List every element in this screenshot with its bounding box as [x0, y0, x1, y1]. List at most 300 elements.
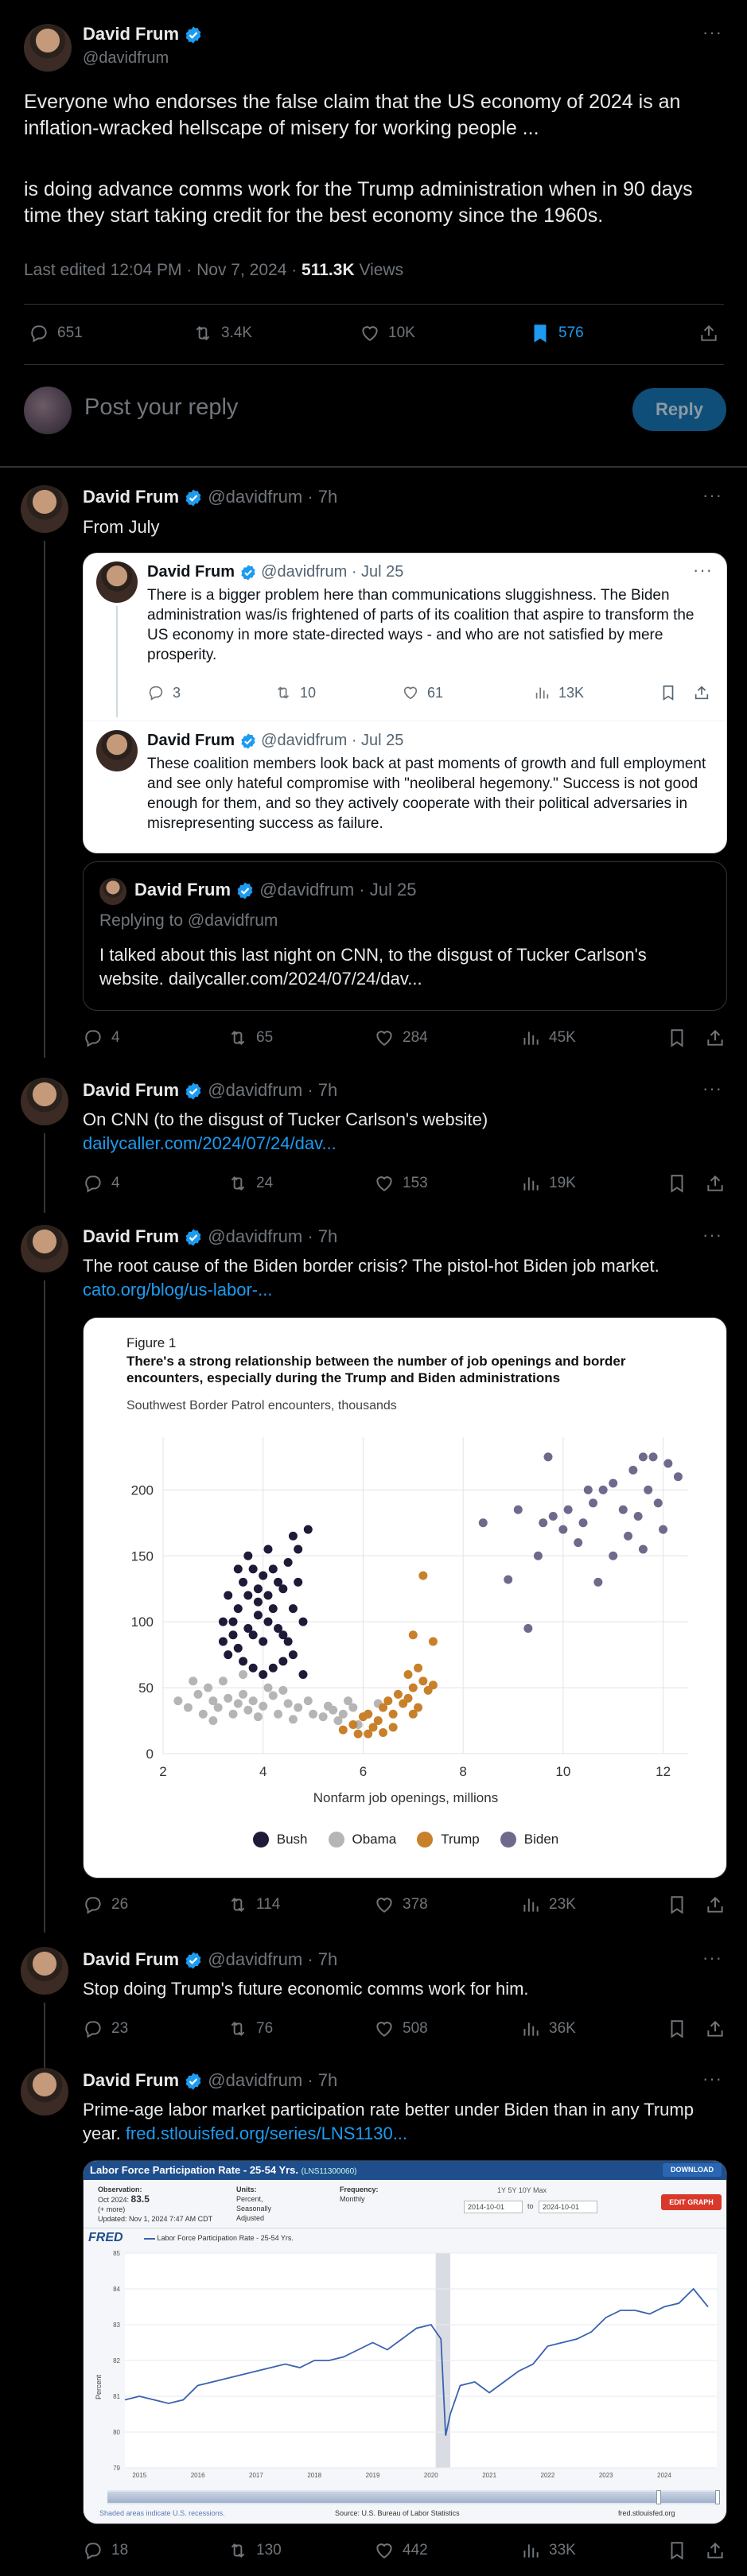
- views-icon: [533, 684, 551, 701]
- scatter-point-biden: [628, 1466, 637, 1474]
- scatter-point-bush: [249, 1664, 258, 1673]
- share-icon[interactable]: [698, 323, 719, 344]
- reply-button[interactable]: [83, 2540, 128, 2561]
- fred-chart-card[interactable]: [83, 2160, 727, 2524]
- quote-text: I talked about this last night on CNN, to the disgust of Tucker Carlson's website. dailycaller.com/2024/07/24/dav...: [99, 945, 652, 989]
- reply-link[interactable]: dailycaller.com/2024/07/24/dav...: [83, 1133, 337, 1153]
- scatter-point-trump: [379, 1728, 387, 1737]
- observation-value: 83.5: [130, 2193, 150, 2205]
- scatter-point-biden: [659, 1525, 667, 1534]
- avatar[interactable]: [21, 1078, 68, 1125]
- repost-button[interactable]: [228, 2540, 282, 2561]
- views-count: 45K: [549, 1029, 576, 1046]
- scatter-point-obama: [208, 1716, 217, 1725]
- scatter-point-obama: [229, 1710, 238, 1719]
- x-tick-label: 2019: [365, 2472, 380, 2479]
- scatter-point-obama: [254, 1712, 263, 1721]
- scatter-point-bush: [219, 1618, 228, 1626]
- bookmark-icon[interactable]: [667, 1894, 687, 1915]
- chart-title: There's a strong relationship between the number of job openings and border encounters, especially during the Trump and Biden administrations: [126, 1354, 630, 1385]
- my-avatar[interactable]: [24, 387, 72, 434]
- reply-count: 3: [173, 684, 181, 701]
- to-label: to: [527, 2202, 534, 2210]
- scatter-point-bush: [239, 1578, 247, 1587]
- more-icon[interactable]: ···: [702, 2069, 722, 2088]
- share-icon: [693, 684, 710, 701]
- legend-label: Trump: [441, 1832, 480, 1847]
- repost-button[interactable]: [193, 323, 252, 344]
- like-button[interactable]: [374, 2018, 428, 2039]
- repost-icon: [274, 684, 292, 701]
- y-tick-label: 81: [113, 2393, 120, 2400]
- scatter-point-biden: [619, 1506, 628, 1514]
- reply-link[interactable]: fred.stlouisfed.org/series/LNS1130...: [125, 2123, 408, 2143]
- reply-icon: [83, 1894, 103, 1915]
- views-button[interactable]: [520, 1894, 576, 1915]
- x-tick-label: 2: [159, 1764, 167, 1779]
- quote-screenshot[interactable]: [83, 553, 727, 853]
- scatter-point-obama: [199, 1710, 208, 1719]
- avatar[interactable]: [21, 1225, 68, 1272]
- quote-header: [147, 732, 403, 750]
- x-tick-label: 4: [259, 1764, 267, 1779]
- reply-text: Stop doing Trump's future economic comms work for him.: [83, 1979, 529, 1999]
- x-tick-label: 2016: [190, 2472, 205, 2479]
- legend-swatch: [417, 1832, 433, 1847]
- reply-count: 651: [57, 324, 83, 341]
- heart-icon: [374, 1028, 395, 1048]
- reply-link[interactable]: cato.org/blog/us-labor-...: [83, 1280, 273, 1300]
- reply-button[interactable]: [83, 1894, 128, 1915]
- chart-image-card[interactable]: [83, 1317, 727, 1879]
- handle-time: @davidfrum · Jul 25: [259, 880, 417, 899]
- scatter-point-biden: [624, 1532, 632, 1541]
- legend-item-biden: [500, 1832, 558, 1847]
- bookmark-icon[interactable]: [667, 1028, 687, 1048]
- recession-note: Shaded areas indicate U.S. recessions.: [99, 2509, 225, 2517]
- scatter-point-trump: [414, 1664, 422, 1673]
- views-button[interactable]: [520, 2018, 576, 2039]
- scatter-point-obama: [249, 1696, 258, 1705]
- scatter-point-biden: [549, 1512, 558, 1521]
- scatter-point-bush: [278, 1630, 287, 1639]
- reply-count: 4: [111, 1175, 120, 1191]
- y-tick-label: 200: [130, 1482, 154, 1498]
- scatter-point-biden: [558, 1525, 567, 1534]
- author-row: [83, 24, 203, 45]
- avatar[interactable]: [24, 24, 72, 72]
- scatter-point-bush: [264, 1544, 273, 1553]
- scatter-point-trump: [374, 1716, 383, 1725]
- scatter-point-trump: [418, 1677, 427, 1685]
- scatter-point-biden: [539, 1518, 547, 1527]
- scatter-point-bush: [234, 1564, 243, 1573]
- chart-legend: [84, 1832, 727, 1847]
- reply-text: On CNN (to the disgust of Tucker Carlson's website): [83, 1109, 488, 1129]
- scatter-point-bush: [289, 1604, 298, 1613]
- scatter-point-obama: [243, 1706, 252, 1715]
- handle-time: @davidfrum · Jul 25: [261, 732, 404, 749]
- bookmark-count: 576: [558, 324, 584, 341]
- scatter-point-obama: [239, 1690, 247, 1699]
- author-name[interactable]: David Frum: [83, 1226, 180, 1246]
- scatter-point-biden: [609, 1479, 617, 1488]
- scatter-point-obama: [304, 1696, 313, 1705]
- scatter-point-trump: [394, 1690, 403, 1699]
- bookmark-icon: [659, 684, 677, 701]
- quote-card[interactable]: [83, 861, 727, 1011]
- like-count: 153: [403, 1175, 428, 1191]
- scatter-point-bush: [294, 1578, 302, 1587]
- scatter-point-obama: [184, 1703, 193, 1712]
- legend-item-bush: [253, 1832, 308, 1847]
- views-count: 511.3K: [302, 261, 355, 279]
- tweet-text-1: Everyone who endorses the false claim that the US economy of 2024 is an inflation-wracked hellscape of misery for working people ...: [24, 91, 687, 139]
- units-value: Percent, Seasonally Adjusted: [236, 2195, 272, 2222]
- reply-header: [83, 2070, 337, 2091]
- verified-badge-icon: [184, 488, 203, 507]
- fred-line-chart: [84, 2161, 727, 2524]
- views-icon: [520, 1894, 541, 1915]
- author-name[interactable]: David Frum: [83, 487, 180, 507]
- repost-count: 130: [256, 2542, 282, 2559]
- scatter-point-bush: [299, 1670, 308, 1679]
- reply-button[interactable]: [83, 1028, 120, 1048]
- scatter-point-trump: [339, 1726, 348, 1735]
- legend-swatch: [329, 1832, 344, 1847]
- share-icon[interactable]: [705, 1173, 726, 1194]
- quote-text: These coalition members look back at past moments of growth and full employment and see only hateful compromise with "neoliberal hegemony." Success is not good enough for them, and so they actively cooperate with their political adversaries in misrepresenting success as failure.: [147, 756, 710, 832]
- scatter-point-biden: [579, 1518, 588, 1527]
- scatter-point-obama: [334, 1716, 343, 1725]
- scatter-point-trump: [348, 1720, 357, 1729]
- x-tick-label: 6: [359, 1764, 368, 1779]
- avatar: [96, 730, 138, 771]
- repost-button[interactable]: [228, 1894, 280, 1915]
- scatter-point-obama: [219, 1677, 228, 1685]
- scatter-point-biden: [479, 1518, 488, 1527]
- scatter-point-biden: [663, 1459, 672, 1468]
- updated: Updated: Nov 1, 2024 7:47 AM CDT: [98, 2215, 213, 2223]
- reply-button[interactable]: [83, 2018, 128, 2039]
- scatter-point-bush: [224, 1650, 232, 1659]
- scatter-point-bush: [254, 1584, 263, 1593]
- scatter-point-bush: [269, 1564, 278, 1573]
- author-handle[interactable]: @davidfrum: [83, 49, 169, 67]
- reply-icon: [83, 1028, 103, 1048]
- scatter-point-biden: [584, 1486, 593, 1494]
- scatter-point-obama: [239, 1670, 247, 1679]
- views-count: 23K: [549, 1896, 576, 1913]
- handle-time[interactable]: @davidfrum · 7h: [208, 1080, 338, 1100]
- reply-input[interactable]: Post your reply: [84, 394, 239, 420]
- fred-legend-text: Labor Force Participation Rate - 25-54 Yrs.: [157, 2234, 294, 2242]
- like-count: 61: [427, 684, 444, 701]
- heart-icon: [374, 1894, 395, 1915]
- scatter-point-bush: [224, 1591, 232, 1600]
- scatter-point-bush: [299, 1618, 308, 1626]
- like-button[interactable]: [374, 1028, 428, 1048]
- author-name[interactable]: David Frum: [83, 1080, 180, 1100]
- scatter-point-bush: [269, 1604, 278, 1613]
- handle-time[interactable]: @davidfrum · 7h: [208, 487, 338, 507]
- q-like: [402, 684, 443, 701]
- date-slider[interactable]: [107, 2490, 720, 2504]
- reply-text: The root cause of the Biden border crisis? The pistol-hot Biden job market.: [83, 1256, 659, 1276]
- more-icon[interactable]: ···: [702, 1225, 722, 1245]
- repost-count: 24: [256, 1175, 274, 1191]
- views-count: 19K: [549, 1175, 576, 1191]
- reply-text: From July: [83, 517, 160, 537]
- heart-icon: [360, 323, 380, 344]
- verified-badge-icon: [239, 732, 257, 750]
- scatter-point-bush: [304, 1525, 313, 1534]
- like-button[interactable]: [374, 1894, 428, 1915]
- scatter-point-biden: [644, 1486, 652, 1494]
- scatter-point-biden: [599, 1486, 608, 1494]
- quote-header: [134, 880, 416, 900]
- y-tick-label: 100: [130, 1614, 154, 1630]
- verified-badge-icon: [184, 1228, 203, 1247]
- reply-submit-button[interactable]: Reply: [632, 388, 726, 431]
- legend-label: Bush: [276, 1832, 308, 1847]
- scatter-point-bush: [289, 1532, 298, 1541]
- scatter-point-trump: [418, 1572, 427, 1580]
- observation-date: Oct 2024:: [98, 2196, 130, 2204]
- scatter-point-obama: [173, 1696, 182, 1705]
- verified-badge-icon: [184, 25, 203, 45]
- avatar[interactable]: [21, 485, 68, 533]
- scatter-point-obama: [224, 1694, 232, 1703]
- repost-count: 10: [300, 684, 317, 701]
- frequency-value: Monthly: [340, 2195, 365, 2203]
- repost-count: 114: [256, 1896, 281, 1913]
- scatter-point-bush: [239, 1657, 247, 1665]
- scatter-point-obama: [274, 1710, 282, 1719]
- repost-icon: [228, 1173, 248, 1194]
- like-button[interactable]: [374, 1173, 428, 1194]
- edit-graph-button[interactable]: EDIT GRAPH: [661, 2194, 722, 2210]
- scatter-point-bush: [289, 1650, 298, 1659]
- scatter-point-obama: [324, 1702, 333, 1711]
- bookmark-filled-icon: [530, 323, 551, 344]
- reply-button[interactable]: [83, 1173, 120, 1194]
- author-name[interactable]: David Frum: [83, 1949, 180, 1969]
- more-icon[interactable]: ···: [702, 1948, 722, 1968]
- scatter-point-bush: [243, 1591, 252, 1600]
- more-icon[interactable]: ···: [702, 22, 722, 42]
- scatter-point-obama: [294, 1703, 302, 1712]
- heart-icon: [374, 2540, 395, 2561]
- views-button[interactable]: [520, 2540, 576, 2561]
- scatter-point-biden: [574, 1538, 582, 1547]
- share-icon[interactable]: [705, 1894, 726, 1915]
- chart-subtitle: Southwest Border Patrol encounters, thousands: [126, 1399, 397, 1412]
- repost-icon: [228, 1028, 248, 1048]
- bookmark-button[interactable]: [530, 323, 584, 344]
- fred-title-text: Labor Force Participation Rate - 25-54 Yrs.: [90, 2164, 299, 2176]
- frequency-label: Frequency:: [340, 2186, 379, 2193]
- scatter-point-biden: [523, 1624, 532, 1633]
- scatter-point-biden: [534, 1552, 543, 1560]
- author-name: David Frum: [134, 880, 231, 899]
- q-reply: [147, 684, 181, 701]
- scatter-point-obama: [344, 1696, 352, 1705]
- scatter-point-bush: [229, 1630, 238, 1639]
- repost-button[interactable]: [228, 1173, 273, 1194]
- y-tick-label: 84: [113, 2286, 120, 2293]
- author-name: David Frum: [147, 563, 235, 581]
- like-count: 284: [403, 1029, 428, 1046]
- reply-text: [83, 2098, 719, 2146]
- scatter-point-bush: [294, 1544, 302, 1553]
- views-count: 13K: [558, 684, 585, 701]
- bookmark-icon[interactable]: [667, 1173, 687, 1194]
- avatar: [99, 878, 126, 905]
- avatar: [96, 561, 138, 603]
- scatter-point-bush: [259, 1670, 267, 1679]
- views-icon: [520, 1173, 541, 1194]
- x-tick-label: 8: [459, 1764, 467, 1779]
- scatter-point-obama: [189, 1677, 197, 1685]
- reply-button[interactable]: [29, 323, 83, 344]
- share-icon[interactable]: [705, 1028, 726, 1048]
- reply-icon: [29, 323, 49, 344]
- views-count: 33K: [549, 2542, 576, 2559]
- fred-series-id: (LNS11300060): [301, 2167, 357, 2176]
- author-name[interactable]: David Frum: [83, 2070, 180, 2090]
- y-tick-label: 0: [146, 1746, 154, 1762]
- fred-ylabel: Percent: [95, 2374, 103, 2399]
- date-to-input[interactable]: 2024-10-01: [539, 2201, 597, 2213]
- scatter-point-obama: [278, 1686, 287, 1695]
- views-button[interactable]: [520, 1028, 576, 1048]
- scatter-point-bush: [219, 1638, 228, 1646]
- tweet-text-2: is doing advance comms work for the Trump administration when in 90 days time they start taking credit for the best economy since the 1960s.: [24, 178, 698, 227]
- scatter-point-obama: [214, 1703, 223, 1712]
- edited-time[interactable]: Last edited 12:04 PM · Nov 7, 2024 ·: [24, 261, 302, 279]
- verified-badge-icon: [184, 2072, 203, 2091]
- repost-count: 65: [256, 1029, 274, 1046]
- units-label: Units:: [236, 2186, 257, 2193]
- scatter-point-biden: [564, 1506, 573, 1514]
- x-tick-label: 2017: [249, 2472, 263, 2479]
- y-tick-label: 150: [130, 1548, 154, 1564]
- handle-time[interactable]: @davidfrum · 7h: [208, 1949, 338, 1969]
- verified-badge-icon: [184, 1951, 203, 1970]
- handle-time[interactable]: @davidfrum · 7h: [208, 1226, 338, 1246]
- scatter-point-obama: [309, 1710, 317, 1719]
- y-tick-label: 82: [113, 2357, 120, 2364]
- scatter-point-biden: [589, 1498, 597, 1507]
- x-tick-label: 2020: [423, 2472, 438, 2479]
- like-button[interactable]: [374, 2540, 428, 2561]
- scatter-point-obama: [234, 1699, 243, 1708]
- fred-site: fred.stlouisfed.org: [618, 2509, 675, 2517]
- date-from-input[interactable]: 2014-10-01: [464, 2201, 523, 2213]
- scatter-point-bush: [249, 1564, 258, 1573]
- author-name[interactable]: David Frum: [83, 24, 180, 44]
- tweet-meta: [24, 261, 403, 280]
- download-button[interactable]: DOWNLOAD: [663, 2163, 722, 2177]
- x-axis-label: Nonfarm job openings, millions: [313, 1790, 499, 1805]
- scatter-point-trump: [354, 1730, 363, 1739]
- reply-count: 18: [111, 2542, 129, 2559]
- views-icon: [520, 2540, 541, 2561]
- scatter-point-trump: [409, 1684, 418, 1692]
- slider-handle-right[interactable]: [715, 2490, 720, 2504]
- scatter-point-biden: [639, 1452, 648, 1461]
- verified-badge-icon: [184, 1082, 203, 1101]
- scatter-point-biden: [609, 1552, 617, 1560]
- more-icon[interactable]: ···: [702, 1078, 722, 1098]
- repost-icon: [228, 1894, 248, 1915]
- scatter-point-trump: [404, 1670, 413, 1679]
- reply-header: [83, 487, 337, 507]
- range-buttons[interactable]: 1Y 5Y 10Y Max: [497, 2186, 547, 2194]
- scatter-point-biden: [504, 1576, 512, 1584]
- figure-label: Figure 1: [126, 1335, 177, 1350]
- heart-icon: [402, 684, 419, 701]
- scatter-point-bush: [259, 1638, 267, 1646]
- y-tick-label: 80: [113, 2429, 120, 2436]
- like-button[interactable]: [360, 323, 415, 344]
- share-icon[interactable]: [705, 2540, 726, 2561]
- handle-time: @davidfrum · Jul 25: [261, 563, 404, 581]
- scatter-point-obama: [284, 1699, 293, 1708]
- reply-text-body: Prime-age labor market participation rate better under Biden than in any Trump year.: [83, 2100, 699, 2143]
- scatter-point-bush: [269, 1664, 278, 1673]
- views-icon: [520, 1028, 541, 1048]
- scatter-point-biden: [514, 1506, 523, 1514]
- scatter-point-bush: [234, 1644, 243, 1653]
- scatter-point-biden: [649, 1452, 658, 1461]
- legend-swatch: [500, 1832, 516, 1847]
- scatter-point-biden: [654, 1498, 663, 1507]
- legend-label: Obama: [352, 1832, 397, 1847]
- scatter-point-obama: [194, 1690, 203, 1699]
- handle-time[interactable]: @davidfrum · 7h: [208, 2070, 338, 2090]
- repost-button[interactable]: [228, 1028, 273, 1048]
- bookmark-icon[interactable]: [667, 2540, 687, 2561]
- repost-count: 76: [256, 2020, 274, 2037]
- avatar[interactable]: [21, 2068, 68, 2116]
- replying-to: Replying to @davidfrum: [99, 911, 278, 930]
- reply-icon: [83, 2018, 103, 2039]
- slider-handle-left[interactable]: [656, 2490, 661, 2504]
- verified-badge-icon: [239, 564, 257, 581]
- scatter-point-obama: [289, 1715, 298, 1723]
- repost-icon: [228, 2018, 248, 2039]
- x-tick-label: 2024: [657, 2472, 671, 2479]
- scatter-point-biden: [639, 1544, 648, 1553]
- bookmark-icon[interactable]: [667, 2018, 687, 2039]
- y-tick-label: 85: [113, 2250, 120, 2257]
- scatter-point-obama: [269, 1692, 278, 1700]
- views-button[interactable]: [520, 1173, 576, 1194]
- scatter-point-trump: [404, 1694, 413, 1703]
- fred-source: Source: U.S. Bureau of Labor Statistics: [335, 2509, 460, 2517]
- scatter-point-trump: [389, 1710, 398, 1719]
- repost-button[interactable]: [228, 2018, 273, 2039]
- more-icon[interactable]: ···: [702, 485, 722, 505]
- avatar[interactable]: [21, 1947, 68, 1995]
- reply-icon: [147, 684, 165, 701]
- scatter-point-trump: [383, 1696, 392, 1705]
- author-name: David Frum: [147, 732, 235, 749]
- share-icon[interactable]: [705, 2018, 726, 2039]
- legend-item-obama: [329, 1832, 397, 1847]
